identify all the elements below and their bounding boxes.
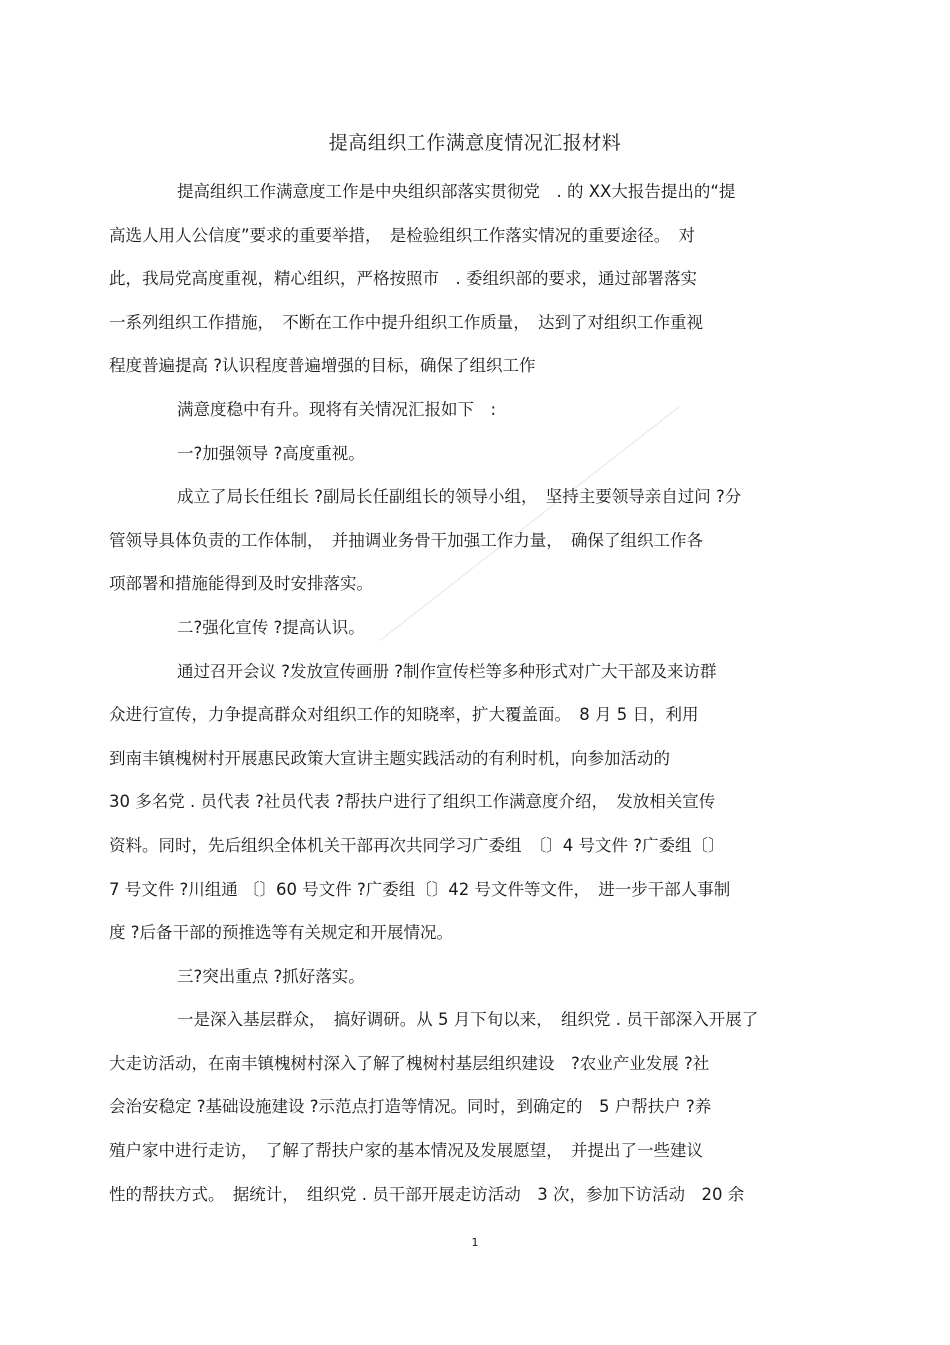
text-line: 程度普遍提高 ?认识程度普遍增强的目标，确保了组织工作 [109,356,536,376]
text-line: 一?加强领导 ?高度重视。 [177,443,365,463]
text-line: 大走访活动，在南丰镇槐树村深入了解了槐树村基层组织建设 ?农业产业发展 ?社 [109,1053,710,1073]
text-line: 二?强化宣传 ?提高认识。 [177,617,365,637]
text-line: 此，我局党高度重视，精心组织，严格按照市 . 委组织部的要求，通过部署落实 [109,269,697,289]
text-line: 到南丰镇槐树村开展惠民政策大宣讲主题实践活动的有利时机，向参加活动的 [109,748,670,768]
document-body [109,170,811,1216]
text-line: 30 多名党 . 员代表 ?社员代表 ?帮扶户进行了组织工作满意度介绍， 发放相关宣传 [109,792,716,812]
paragraph-section-2 [109,650,811,955]
text-line: 管领导具体负责的工作体制， 并抽调业务骨干加强工作力量， 确保了组织工作各 [109,530,703,550]
text-line: 性的帮扶方式。 据统计， 组织党 . 员干部开展走访活动 3 次，参加下访活动 20 余 [109,1184,745,1204]
text-line: 度 ?后备干部的预推选等有关规定和开展情况。 [109,923,454,943]
text-line: 7 号文件 ?川组通 〔〕60 号文件 ?广委组〔〕42 号文件等文件， 进一步干部人事制 [109,879,731,899]
paragraph-section-1 [109,475,811,606]
text-line: 成立了局长任组长 ?副局长任副组长的领导小组， 坚持主要领导亲自过问 ?分 [177,487,742,507]
text-line: 高选人用人公信度”要求的重要举措， 是检验组织工作落实情况的重要途径。 对 [109,225,696,245]
text-line: 众进行宣传，力争提高群众对组织工作的知晓率，扩大覆盖面。 8 月 5 日，利用 [109,705,699,725]
paragraph-report-lead [143,388,811,432]
text-line: 满意度稳中有升。现将有关情况汇报如下 : [177,399,497,419]
paragraph-intro [109,170,811,388]
paragraph-section-3 [109,998,811,1216]
text-line: 项部署和措施能得到及时安排落实。 [109,574,373,594]
text-line: 会治安稳定 ?基础设施建设 ?示范点打造等情况。同时，到确定的 5 户帮扶户 ?养 [109,1097,712,1117]
text-line: 三?突出重点 ?抓好落实。 [177,966,365,986]
document-title: 提高组织工作满意度情况汇报材料 [328,132,622,154]
text-line: 一系列组织工作措施， 不断在工作中提升组织工作质量， 达到了对组织工作重视 [109,312,703,332]
text-line: 资料。同时，先后组织全体机关干部再次共同学习广委组 〔〕4 号文件 ?广委组〔〕 [109,835,725,855]
section-heading-3 [143,955,811,999]
text-line: 一是深入基层群众， 搞好调研。从 5 月下旬以来， 组织党 . 员干部深入开展了 [177,1010,759,1030]
text-line: 通过召开会议 ?发放宣传画册 ?制作宣传栏等多种形式对广大干部及来访群 [177,661,717,681]
text-line: 殖户家中进行走访， 了解了帮扶户家的基本情况及发展愿望， 并提出了一些建议 [109,1141,703,1161]
section-heading-2 [143,606,811,650]
page-number: 1 [471,1236,479,1249]
section-heading-1 [143,432,811,476]
text-line: 提高组织工作满意度工作是中央组织部落实贯彻党 . 的 XX大报告提出的“提 [177,182,736,201]
